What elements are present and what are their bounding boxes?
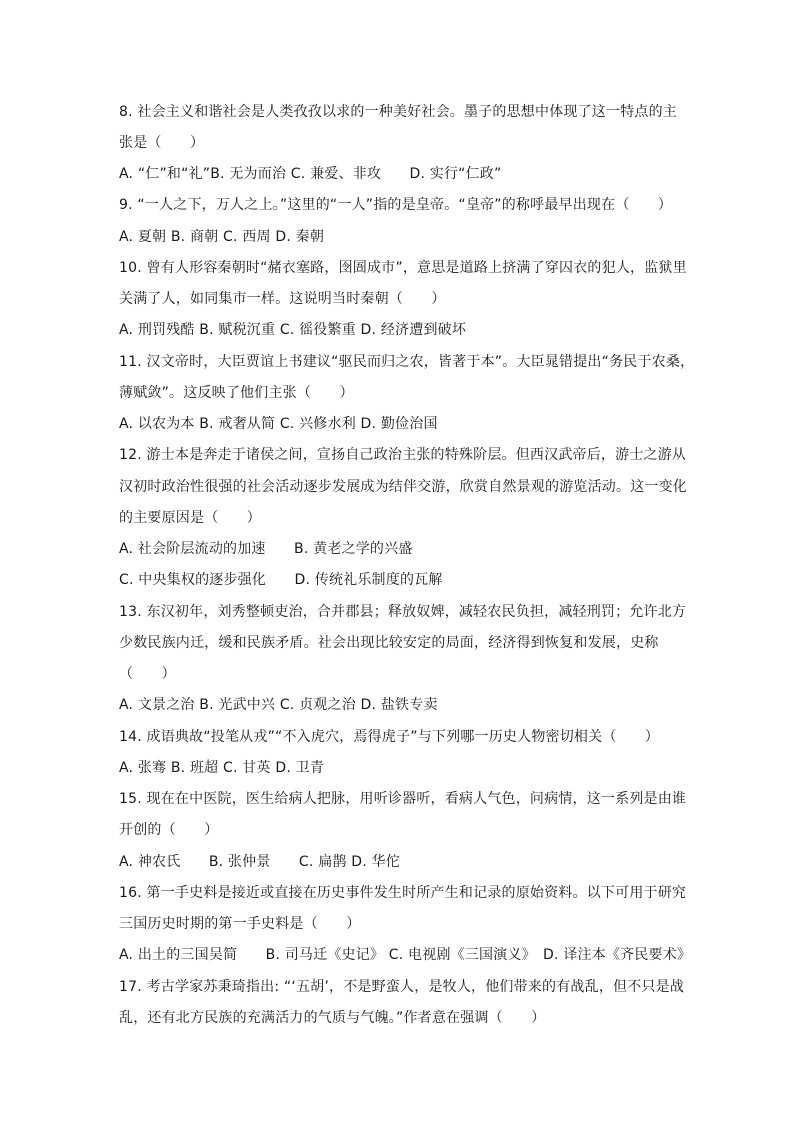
q12-stem-line3: 的主要原因是（ ） — [119, 510, 261, 526]
q11-stem-line1: 11. 汉文帝时，大臣贾谊上书建议“驱民而归之农，皆著于本”。大臣晁错提出“务民于农桑， — [119, 354, 695, 370]
q12-options-cd: C. 中央集权的逐步强化 D. 传统礼乐制度的瓦解 — [119, 572, 443, 588]
q10-options: A. 刑罚残酷 B. 赋税沉重 C. 徭役繁重 D. 经济遭到破坏 — [119, 322, 467, 338]
q13-stem-line1: 13. 东汉初年，刘秀整顿吏治，合并郡县；释放奴婢，减轻农民负担，减轻刑罚；允许北方 — [119, 604, 687, 620]
q13-stem-line2: 少数民族内迁，缓和民族矛盾。社会出现比较安定的局面，经济得到恢复和发展，史称 — [119, 635, 659, 651]
q8-stem-line2: 张是（ ） — [119, 135, 205, 151]
q14-options: A. 张骞 B. 班超 C. 甘英 D. 卫青 — [119, 760, 325, 776]
q14-stem: 14. 成语典故“投笔从戎”“不入虎穴，焉得虎子”与下列哪一历史人物密切相关（ ） — [119, 729, 660, 745]
q12-stem-line1: 12. 游士本是奔走于诸侯之间，宣扬自己政治主张的特殊阶层。但西汉武帝后，游士之游从 — [119, 447, 687, 463]
q13-options: A. 文景之治 B. 光武中兴 C. 贞观之治 D. 盐铁专卖 — [119, 697, 438, 713]
q9-options: A. 夏朝 B. 商朝 C. 西周 D. 秦朝 — [119, 229, 325, 245]
q15-options: A. 神农氏 B. 张仲景 C. 扁鹊 D. 华佗 — [119, 854, 400, 870]
q13-stem-line3: （ ） — [119, 666, 176, 682]
q12-stem-line2: 汉初时政治性很强的社会活动逐步发展成为结伴交游，欣赏自然景观的游览活动。这一变化 — [119, 479, 687, 495]
q16-stem-line2: 三国历史时期的第一手史料是（ ） — [119, 916, 361, 932]
q10-stem-line2: 关满了人，如同集市一样。这说明当时秦朝（ ） — [119, 291, 446, 307]
q10-stem-line1: 10. 曾有人形容秦朝时“赭衣塞路，囹圄成市”，意思是道路上挤满了穿囚衣的犯人，监狱里 — [119, 260, 687, 276]
q11-options: A. 以农为本 B. 戒奢从简 C. 兴修水利 D. 勤俭治国 — [119, 416, 438, 432]
q15-stem-line2: 开创的（ ） — [119, 822, 219, 838]
q12-options-ab: A. 社会阶层流动的加速 B. 黄老之学的兴盛 — [119, 541, 413, 557]
q16-options: A. 出土的三国吴简 B. 司马迁《史记》 C. 电视剧《三国演义》 D. 译注本《齐民要术》 — [119, 947, 692, 963]
q15-stem-line1: 15. 现在在中医院，医生给病人把脉，用听诊器听，看病人气色，问病情，这一系列是由谁 — [119, 791, 687, 807]
q8-options: A. “仁”和“礼”B. 无为而治 C. 兼爱、非攻 D. 实行“仁政” — [119, 166, 502, 182]
q8-stem-line1: 8. 社会主义和谐社会是人类孜孜以求的一种美好社会。墨子的思想中体现了这一特点的主 — [119, 104, 678, 120]
q9-stem: 9. “一人之下，万人之上。”这里的“一人”指的是皇帝。“皇帝”的称呼最早出现在（ ） — [119, 197, 673, 213]
q16-stem-line1: 16. 第一手史料是接近或直接在历史事件发生时所产生和记录的原始资料。以下可用于研究 — [119, 885, 687, 901]
q17-stem-line1: 17. 考古学家苏秉琦指出: “‘五胡’，不是野蛮人，是牧人，他们带来的有战乱，但不只是战 — [119, 979, 685, 995]
q11-stem-line2: 薄赋敛”。这反映了他们主张（ ） — [119, 385, 354, 401]
q17-stem-line2: 乱，还有北方民族的充满活力的气质与气魄。”作者意在强调（ ） — [119, 1010, 546, 1026]
